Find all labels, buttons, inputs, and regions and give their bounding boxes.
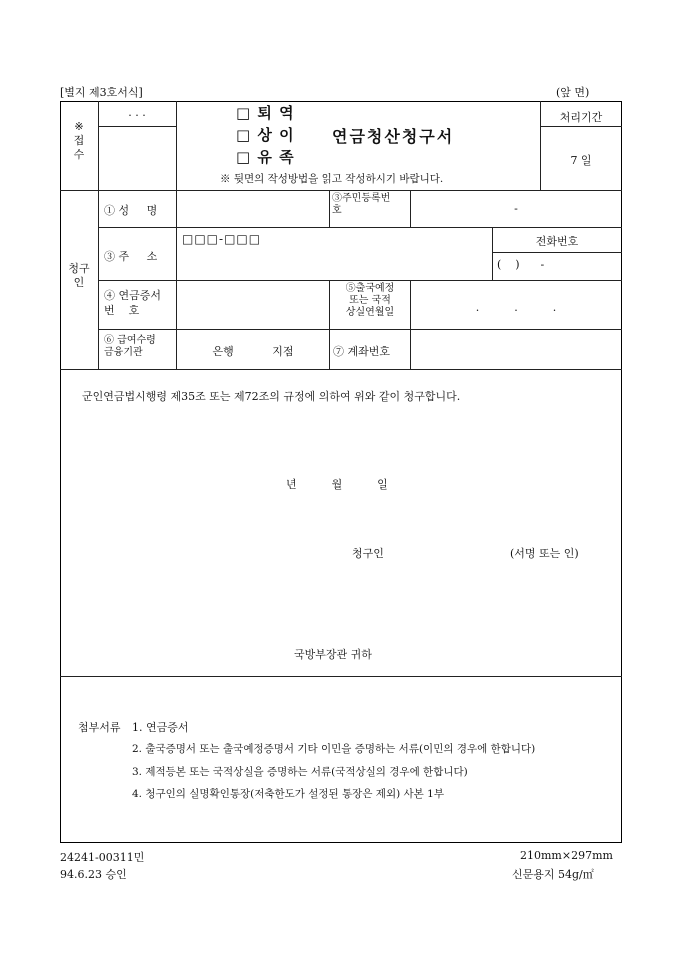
page-side: (앞 면) bbox=[556, 86, 590, 99]
form-title: 연금청산청구서 bbox=[332, 127, 455, 146]
processing-value: 7 일 bbox=[570, 154, 592, 167]
approval-date: 94.6.23 승인 bbox=[60, 868, 127, 881]
paper-size: 210mm×297mm bbox=[520, 849, 613, 862]
account-label: ⑦ 계좌번호 bbox=[333, 345, 391, 358]
name-label: ① 성 명 bbox=[104, 204, 158, 217]
bank-field[interactable]: 은행 지점 bbox=[212, 345, 294, 358]
cert-number-label: ④ 연금증서 번 호 bbox=[104, 289, 162, 317]
instruction-note: ※ 뒷면의 작성방법을 읽고 작성하시기 바랍니다. bbox=[220, 173, 444, 185]
option-retire: □ 퇴 역 bbox=[236, 104, 295, 122]
form-number: [별지 제3호서식] bbox=[60, 86, 143, 99]
address-label: ③ 주 소 bbox=[104, 250, 158, 263]
phone-field[interactable]: ( ) - bbox=[497, 258, 545, 271]
account-field[interactable] bbox=[412, 331, 620, 368]
emigration-date-field[interactable]: . . . bbox=[475, 301, 557, 314]
address-field[interactable] bbox=[180, 250, 490, 278]
option-injury: □ 상 이 bbox=[236, 126, 295, 144]
bank-label: ⑥ 급여수령 금융기관 bbox=[104, 335, 156, 358]
name-field[interactable] bbox=[178, 192, 328, 226]
attachment-item: 3. 제적등본 또는 국적상실을 증명하는 서류(국적상실의 경우에 한합니다) bbox=[132, 766, 468, 778]
rrn-field[interactable]: - bbox=[514, 202, 518, 215]
signature-field[interactable]: (서명 또는 인) bbox=[510, 547, 579, 560]
option-survivor: □ 유 족 bbox=[236, 148, 295, 166]
phone-label: 전화번호 bbox=[535, 235, 579, 248]
processing-label: 처리기간 bbox=[559, 111, 603, 124]
statement: 군인연금법시행령 제35조 또는 제72조의 규정에 의하여 위와 같이 청구합니다. bbox=[82, 390, 461, 403]
receipt-date: . . . bbox=[128, 106, 146, 119]
attachments-heading: 첨부서류 bbox=[78, 721, 121, 734]
claimant-section-label: 청구 인 bbox=[68, 262, 90, 289]
attachment-item: 1. 연금증서 bbox=[132, 721, 189, 734]
paper-type: 신문용지 54g/㎡ bbox=[512, 868, 594, 881]
attachment-item: 2. 출국증명서 또는 출국예정증명서 기타 이민을 증명하는 서류(이민의 경우에 한합니다) bbox=[132, 743, 536, 755]
date-line: 년 월 일 bbox=[286, 478, 388, 491]
attachment-item: 4. 청구인의 실명확인통장(저축한도가 설정된 통장은 제외) 사본 1부 bbox=[132, 788, 444, 800]
claimant-sign-label: 청구인 bbox=[352, 547, 384, 560]
receipt-label: ※ 접 수 bbox=[73, 120, 85, 161]
emigration-date-label: ⑤출국예정 또는 국적 상실연월일 bbox=[345, 283, 395, 318]
addressee: 국방부장관 귀하 bbox=[294, 648, 372, 661]
cert-number-field[interactable] bbox=[178, 282, 328, 328]
form-code: 24241-00311민 bbox=[60, 851, 145, 864]
postal-code-field[interactable]: □□□-□□□ bbox=[182, 232, 262, 246]
rrn-label: ③주민등록번 호 bbox=[332, 193, 391, 216]
